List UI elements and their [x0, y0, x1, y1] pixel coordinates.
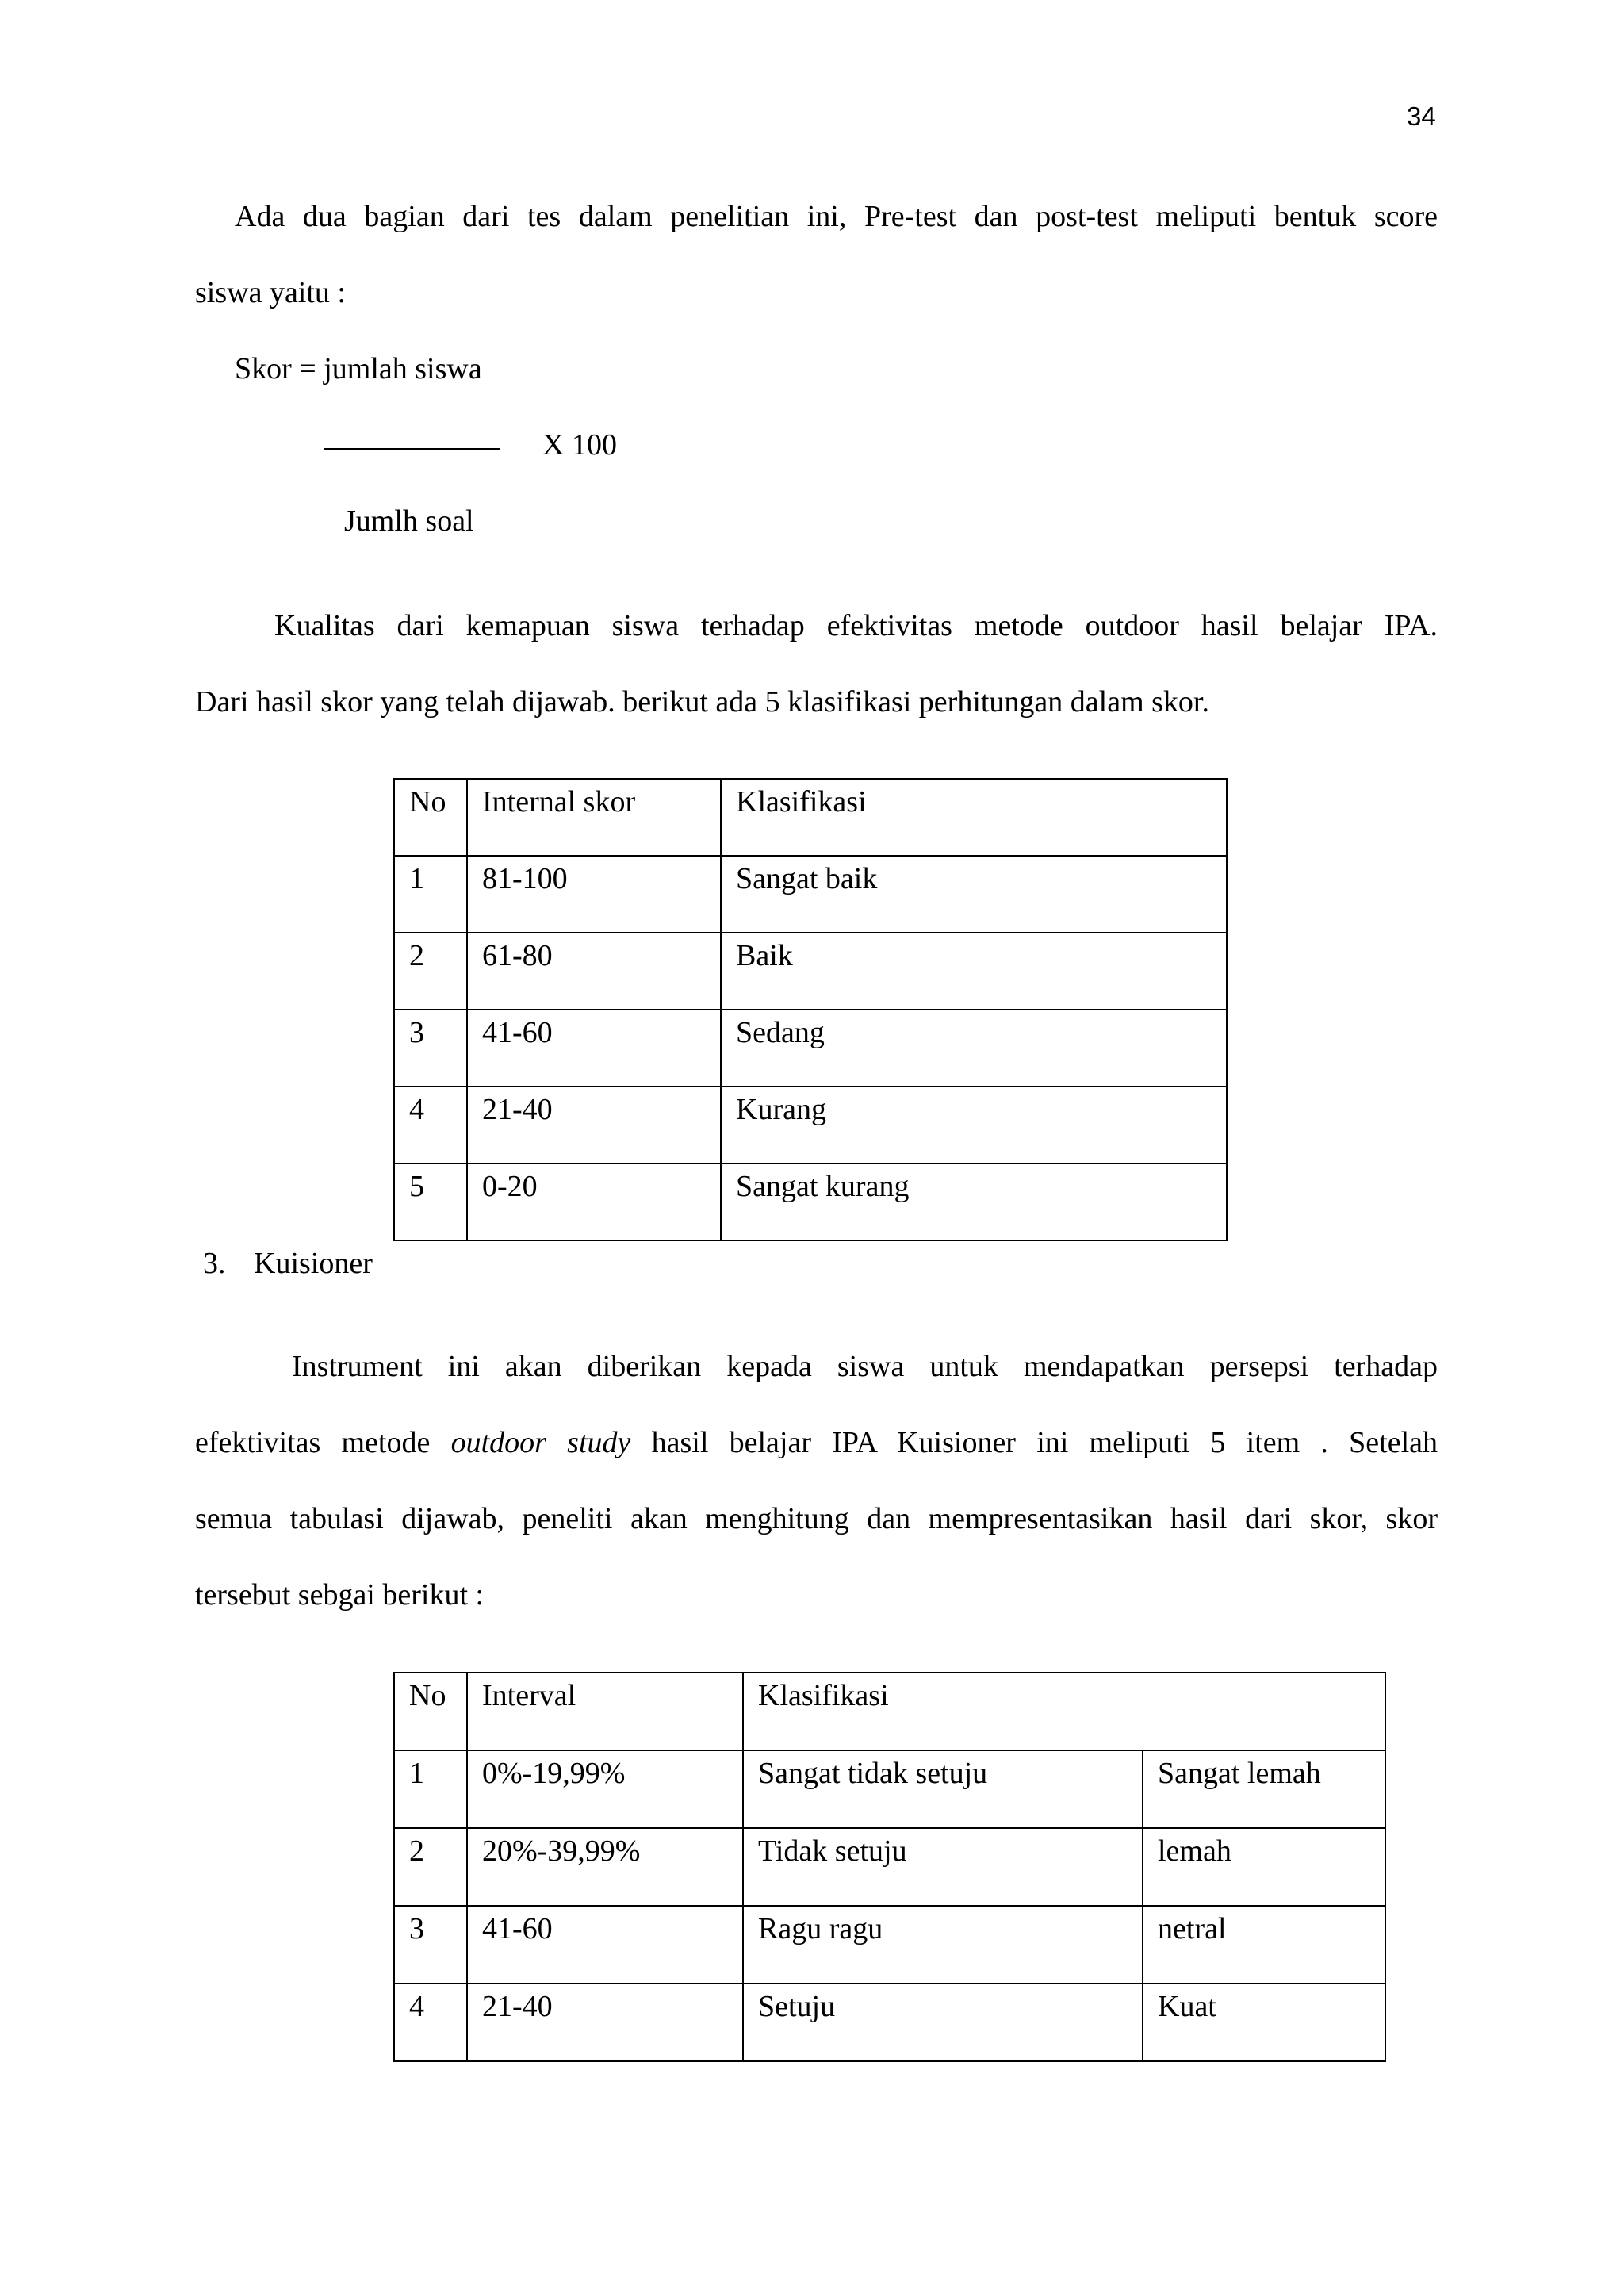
table-header-row	[394, 779, 1227, 856]
table-cell: 1	[394, 1750, 467, 1828]
para2-line1: Kualitas dari kemapuan siswa terhadap efektivitas metode outdoor hasil belajar IPA.	[274, 609, 1438, 642]
table-cell: 2	[394, 933, 467, 1010]
para1-line2: siswa yaitu :	[195, 276, 346, 309]
table-cell: Tidak setuju	[743, 1828, 1143, 1906]
table-cell: Sedang	[721, 1010, 1227, 1087]
table-header-cell: No	[394, 779, 467, 856]
table-cell: Sangat baik	[721, 856, 1227, 933]
para1-line1: Ada dua bagian dari tes dalam penelitian ini, Pre-test dan post-test meliputi bentuk score	[235, 200, 1438, 233]
table-row	[394, 1087, 1227, 1163]
table-cell: Kuat	[1143, 1984, 1385, 2061]
table-cell: 5	[394, 1163, 467, 1240]
table-row	[394, 1984, 1385, 2061]
table-cell: Sangat tidak setuju	[743, 1750, 1143, 1828]
table-cell: 3	[394, 1010, 467, 1087]
table-header-cell: Klasifikasi	[721, 779, 1227, 856]
table-row	[394, 1828, 1385, 1906]
table-cell: Setuju	[743, 1984, 1143, 2061]
table-row	[394, 856, 1227, 933]
table-cell: 4	[394, 1087, 467, 1163]
formula-multiplier: X 100	[542, 428, 617, 462]
table-row	[394, 933, 1227, 1010]
questionnaire-interval-table	[393, 1672, 1386, 2062]
table-cell: 41-60	[467, 1010, 721, 1087]
table-cell: 4	[394, 1984, 467, 2061]
table-cell: 21-40	[467, 1984, 743, 2061]
para2-line2: Dari hasil skor yang telah dijawab. berikut ada 5 klasifikasi perhitungan dalam skor.	[195, 685, 1209, 719]
section-number: 3.	[203, 1247, 226, 1280]
table-cell: 81-100	[467, 856, 721, 933]
table-header-cell: Interval	[467, 1673, 743, 1750]
page-number: 34	[1407, 102, 1436, 131]
table-cell: Sangat kurang	[721, 1163, 1227, 1240]
table-cell: 0%-19,99%	[467, 1750, 743, 1828]
table-header-cell: Internal skor	[467, 779, 721, 856]
table-cell: Sangat lemah	[1143, 1750, 1385, 1828]
para3-line2-pre: efektivitas metode	[195, 1426, 451, 1459]
table-cell: 21-40	[467, 1087, 721, 1163]
table-cell: Kurang	[721, 1087, 1227, 1163]
fraction-line	[324, 448, 500, 450]
section-title: Kuisioner	[254, 1247, 373, 1280]
para3-line3: semua tabulasi dijawab, peneliti akan menghitung dan mempresentasikan hasil dari skor, skor	[195, 1502, 1438, 1535]
para3-line1: Instrument ini akan diberikan kepada siswa untuk mendapatkan persepsi terhadap	[292, 1350, 1438, 1383]
formula-denominator: Jumlh soal	[344, 504, 474, 538]
table-cell: 41-60	[467, 1906, 743, 1984]
para3-line2-italic: outdoor study	[450, 1426, 631, 1459]
table-row	[394, 1163, 1227, 1240]
table-header-row	[394, 1673, 1385, 1750]
table-cell: 61-80	[467, 933, 721, 1010]
table-cell: 0-20	[467, 1163, 721, 1240]
para3-line2	[195, 1424, 1438, 1461]
para3-line2-post: hasil belajar IPA Kuisioner ini meliputi 5 item . Setelah	[630, 1426, 1438, 1459]
table-cell: Ragu ragu	[743, 1906, 1143, 1984]
table-cell: netral	[1143, 1906, 1385, 1984]
table-cell: 1	[394, 856, 467, 933]
table-cell: 3	[394, 1906, 467, 1984]
table-header-cell: Klasifikasi	[743, 1673, 1385, 1750]
table-cell: lemah	[1143, 1828, 1385, 1906]
score-classification-table	[393, 778, 1228, 1241]
table-header-cell: No	[394, 1673, 467, 1750]
para3-line4: tersebut sebgai berikut :	[195, 1578, 485, 1612]
table-row	[394, 1906, 1385, 1984]
table-row	[394, 1010, 1227, 1087]
table-row	[394, 1750, 1385, 1828]
formula-numerator: Skor = jumlah siswa	[235, 352, 482, 385]
table-cell: Baik	[721, 933, 1227, 1010]
table-cell: 20%-39,99%	[467, 1828, 743, 1906]
table-cell: 2	[394, 1828, 467, 1906]
